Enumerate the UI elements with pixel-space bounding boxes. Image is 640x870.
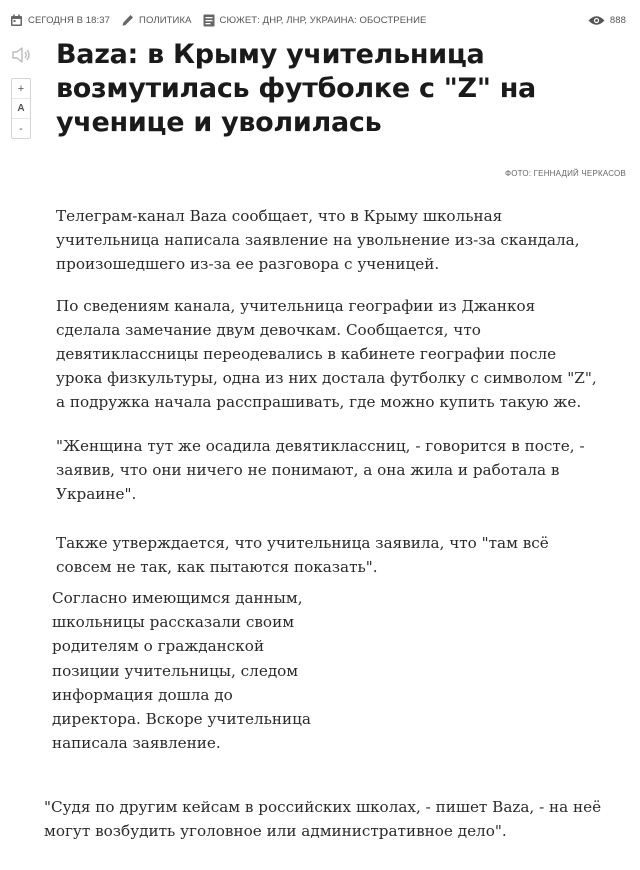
story-link[interactable]: [203, 14, 427, 27]
speaker-icon[interactable]: [10, 44, 32, 66]
article-paragraph: "Судя по другим кейсам в российских школах, - пишет Baza, - на неё могут возбудить уголовное или административное дело".: [44, 798, 602, 840]
font-size-control: [11, 78, 31, 139]
rubric-link[interactable]: [121, 14, 191, 27]
document-icon: [203, 14, 215, 27]
font-decrease-button[interactable]: -: [12, 118, 30, 138]
calendar-icon: [10, 14, 23, 27]
article-paragraph: Также утверждается, что учительница заявила, что "там всё совсем не так, как пытаются показать".: [56, 534, 549, 576]
publish-date: СЕГОДНЯ В 18:37: [28, 14, 111, 26]
article-paragraph: Согласно имеющимся данным, школьницы рассказали своим родителям о гражданской позиции учительницы, следом информация дошла до директора. Вскоре учительница написала заявление.: [52, 589, 311, 753]
views-count: 888: [609, 14, 626, 26]
story-label: СЮЖЕТ: ДНР, ЛНР, УКРАИНА: ОБОСТРЕНИЕ: [219, 14, 427, 26]
views-counter: [588, 10, 626, 30]
article-title: Baza: в Крыму учительница возмутилась футболке с "Z" на ученице и уволилась: [56, 39, 536, 138]
font-increase-button[interactable]: +: [17, 82, 25, 95]
article-paragraph: Телеграм-канал Baza сообщает, что в Крыму школьная учительница написала заявление на увольнение из-за скандала, произошедшего из-за ее разговора с ученицей.: [56, 207, 580, 273]
rubric-label: ПОЛИТИКА: [139, 14, 192, 26]
reading-tools: [8, 44, 34, 139]
article-meta-bar: [10, 10, 630, 30]
eye-icon: [588, 15, 605, 26]
font-reset-button[interactable]: A: [12, 98, 30, 118]
photo-credit: ФОТО: ГЕННАДИЙ ЧЕРКАСОВ: [504, 169, 626, 178]
article-paragraph: "Женщина тут же осадила девятиклассниц, - говорится в посте, - заявив, что они ничего не понимают, а она жила и работала в Украине".: [56, 437, 585, 503]
date-meta: [10, 14, 110, 27]
article-paragraph: По сведениям канала, учительница географии из Джанкоя сделала замечание двум девочкам. Сообщается, что девятиклассницы переодевались в кабинете географии после урока физкультуры, одна из них достала футболку с символом "Z", а подружка начала расспрашивать, где можно купить такую же.: [56, 297, 597, 411]
pencil-icon: [121, 14, 134, 27]
